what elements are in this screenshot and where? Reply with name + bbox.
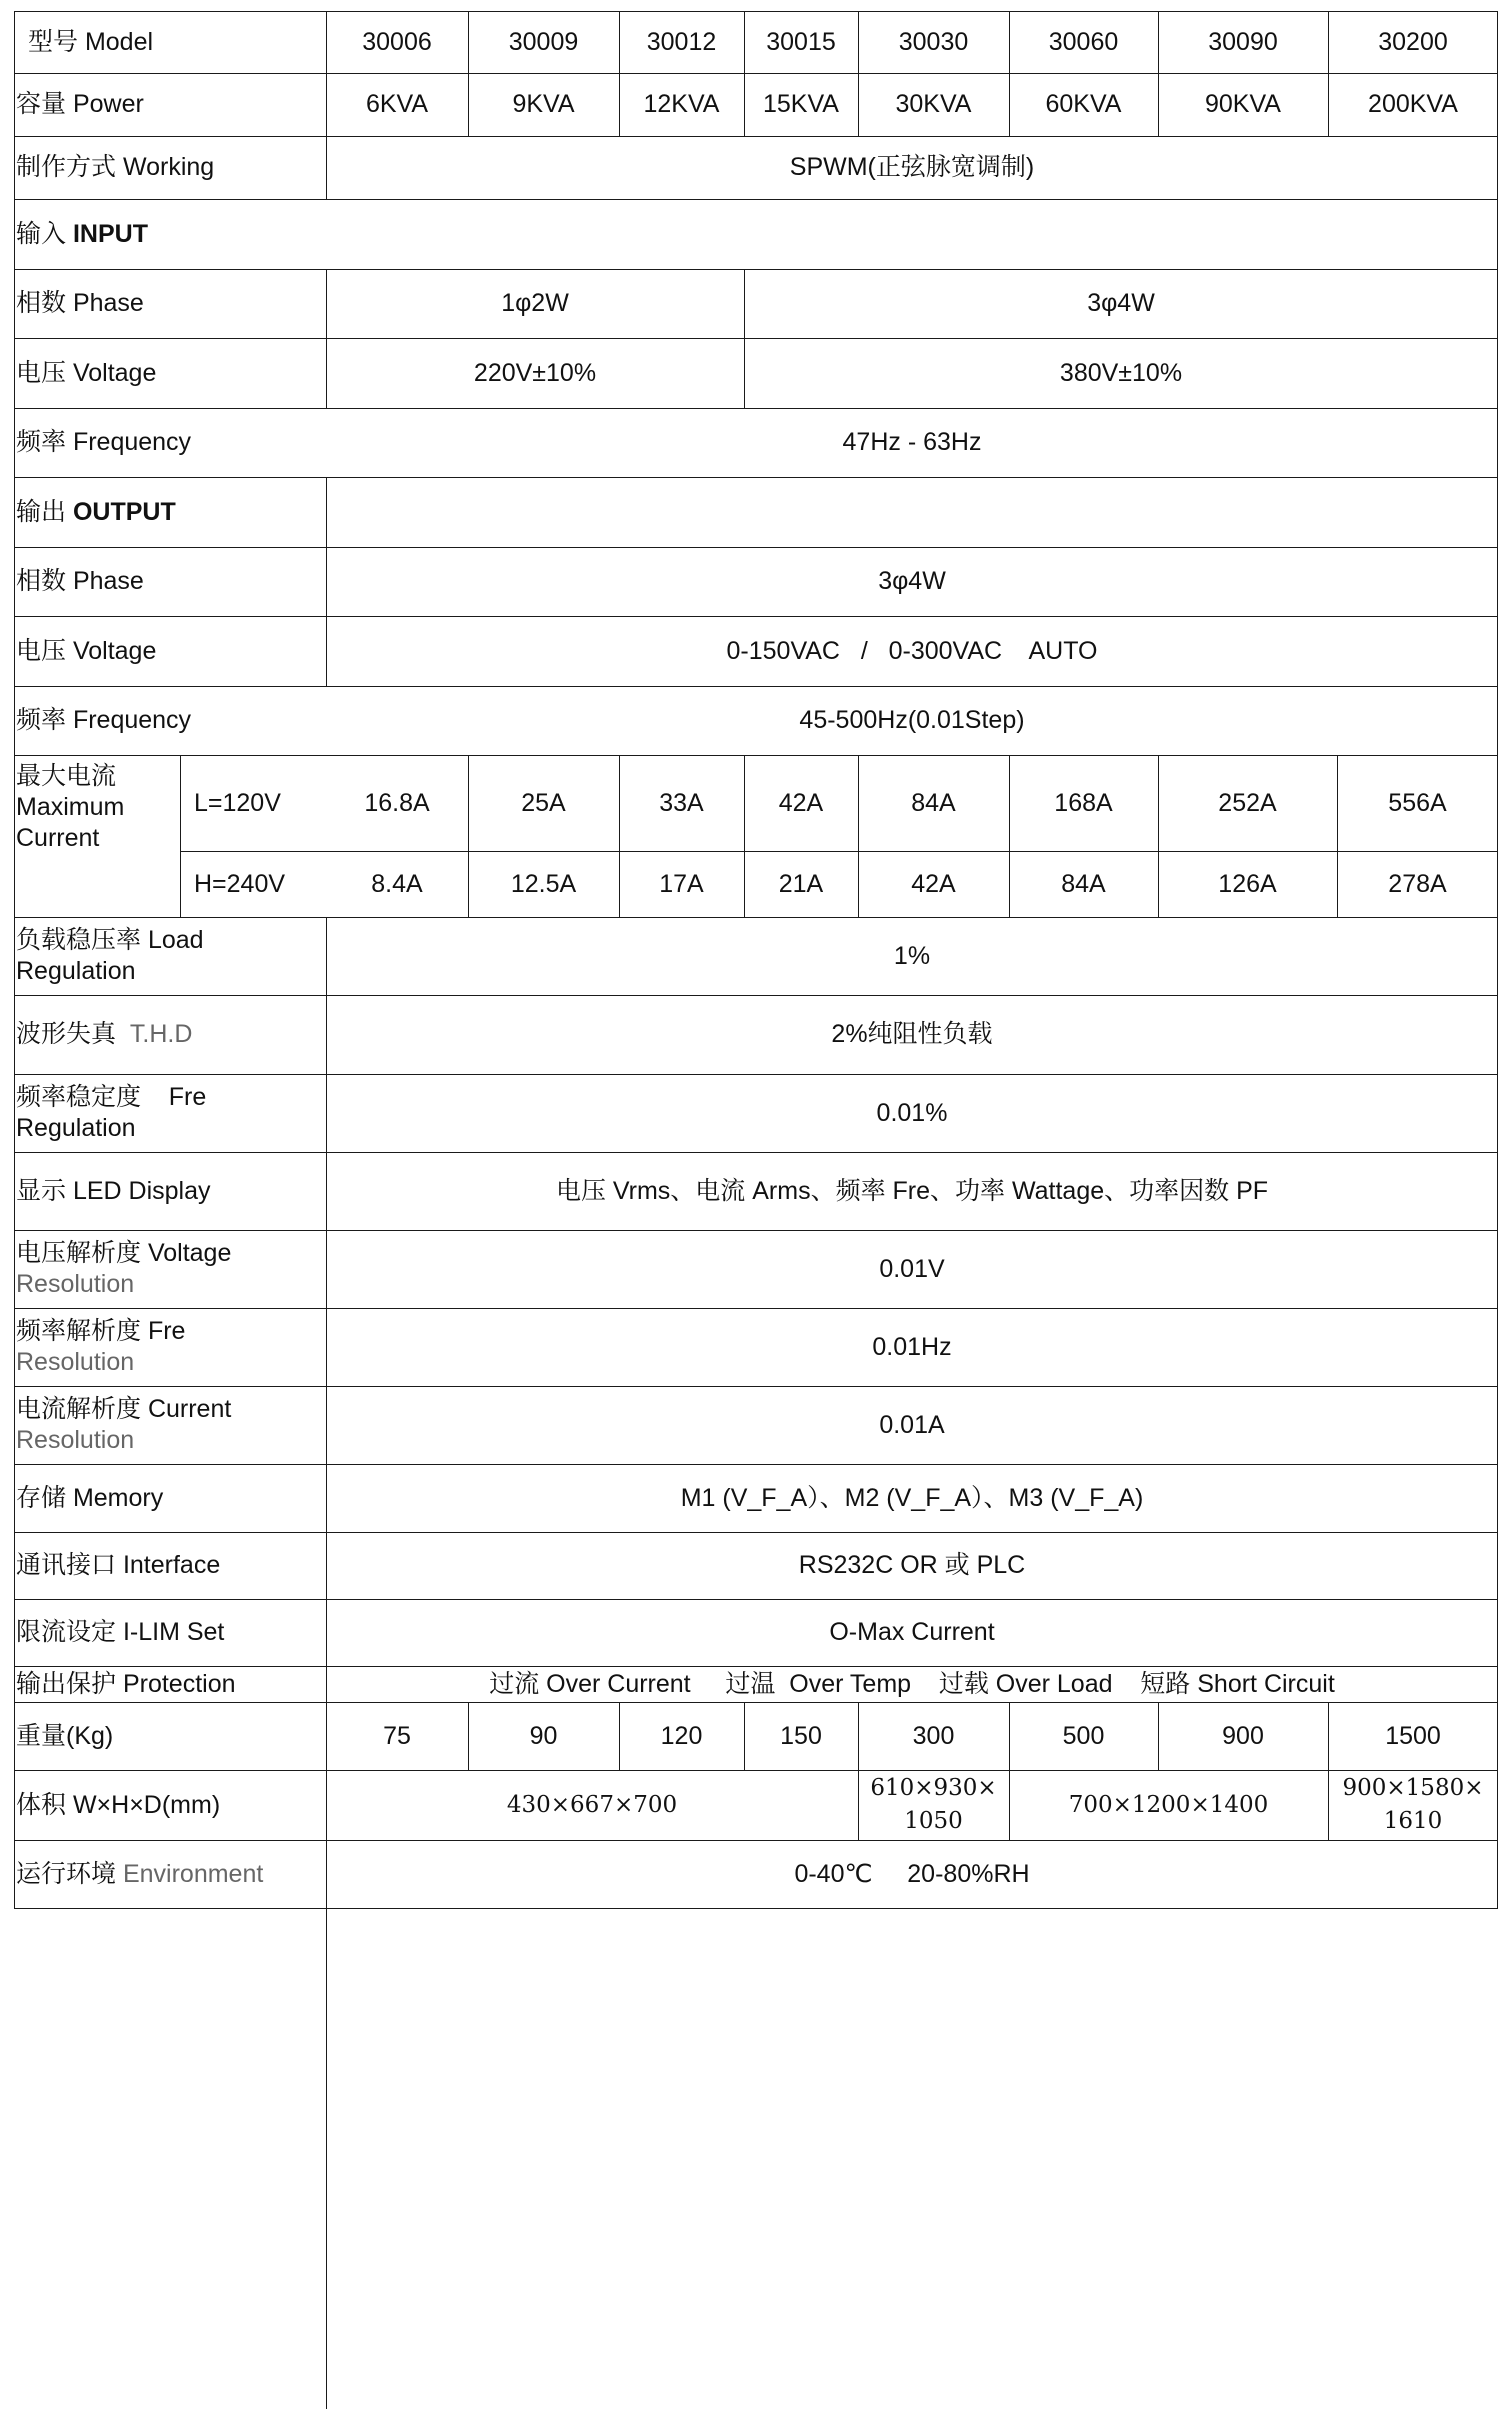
volume-label: 体积 W×H×D(mm): [16, 1790, 221, 1819]
model-cell: 30006: [362, 27, 432, 56]
high-voltage-label: H=240V: [194, 869, 286, 898]
memory-value: M1 (V_F_A）、M2 (V_F_A）、M3 (V_F_A): [680, 1483, 1144, 1512]
power-cell: 60KVA: [1045, 90, 1122, 118]
output-frequency-label: 频率 Frequency: [16, 706, 192, 734]
output-title-cn: 输出: [16, 497, 67, 526]
input-section-title: [14, 199, 616, 269]
fre-regulation-text: 频率稳定度 Fre Regulation: [16, 1083, 214, 1142]
voltage-resolution-value: 0.01V: [879, 1254, 945, 1283]
fre-resolution-label: [14, 1308, 328, 1386]
fre-resolution-value: 0.01Hz: [872, 1332, 952, 1361]
volume-size-d-line2: 1610: [1383, 1808, 1443, 1834]
model-cell: 30009: [508, 27, 579, 56]
thd-label-en: T.H.D: [129, 1020, 193, 1048]
protection-value: 过流 Over Current 过温 Over Temp 过载 Over Load 短路 Short Circuit: [489, 1669, 1335, 1698]
interface-value: RS232C OR 或 PLC: [798, 1551, 1026, 1579]
fre-resolution-main: 频率解析度 Fre: [16, 1317, 186, 1345]
high-current-cell: 8.4A: [371, 869, 423, 898]
working-value: SPWM(正弦脉宽调制): [789, 153, 1035, 181]
load-regulation-label: [14, 917, 328, 995]
model-cell: 30060: [1048, 27, 1119, 56]
low-current-cell: 33A: [659, 788, 704, 817]
power-label: 容量 Power: [16, 90, 144, 118]
power-cell: 30KVA: [895, 90, 972, 118]
output-voltage-label: 电压 Voltage: [16, 636, 157, 665]
power-cell: 12KVA: [643, 90, 720, 118]
volume-size-a: 430×667×700: [506, 1791, 678, 1818]
weight-label: 重量(Kg): [16, 1721, 114, 1750]
low-current-cell: 168A: [1054, 788, 1113, 817]
weight-cell: 120: [660, 1721, 703, 1750]
voltage-resolution-main: 电压解析度 Voltage: [16, 1239, 232, 1267]
high-current-cell: 21A: [778, 869, 824, 898]
output-phase-value: 3φ4W: [878, 567, 946, 595]
fre-resolution-sub: Resolution: [16, 1348, 135, 1376]
low-current-cell: 16.8A: [364, 788, 430, 817]
max-current-label: [14, 755, 166, 861]
model-cell: 30200: [1378, 27, 1448, 56]
current-resolution-main: 电流解析度 Current: [16, 1395, 232, 1423]
high-current-cell: 42A: [911, 869, 956, 898]
fre-regulation-label: [14, 1074, 328, 1152]
thd-value: 2%纯阻性负载: [831, 1020, 993, 1048]
output-phase-label: 相数 Phase: [16, 567, 144, 595]
low-current-cell: 556A: [1388, 788, 1447, 817]
input-frequency-label: 频率 Frequency: [16, 428, 192, 456]
volume-size-d: [1328, 1770, 1498, 1840]
output-section-title: [14, 477, 616, 547]
environment-label: [14, 1840, 328, 1908]
thd-label: [14, 995, 328, 1074]
load-regulation-text: 负载稳压率 Load Regulation: [16, 926, 204, 985]
weight-cell: 150: [780, 1721, 822, 1750]
high-current-cell: 84A: [1061, 869, 1106, 898]
output-frequency-value: 45-500Hz(0.01Step): [799, 706, 1025, 734]
weight-cell: 900: [1222, 1721, 1264, 1750]
fre-resolution-labels: [16, 1316, 185, 1378]
ilim-value: O-Max Current: [829, 1618, 995, 1646]
spec-table: [14, 11, 1498, 1909]
volume-size-b-line2: 1050: [904, 1808, 963, 1834]
fre-regulation-value: 0.01%: [876, 1098, 948, 1127]
input-phase-single: 1φ2W: [501, 289, 569, 317]
input-voltage-three: 380V±10%: [1059, 358, 1183, 387]
environment-label-en: Environment: [122, 1859, 264, 1888]
power-cell: 15KVA: [763, 90, 839, 118]
output-title-en: OUTPUT: [72, 497, 176, 526]
input-frequency-value: 47Hz - 63Hz: [842, 428, 982, 456]
low-current-cell: 84A: [911, 788, 956, 817]
high-current-cell: 278A: [1388, 869, 1447, 898]
environment-label-cn: 运行环境: [16, 1859, 117, 1888]
model-cell: 30015: [766, 27, 836, 56]
model-label: 型号 Model: [28, 27, 154, 56]
low-current-cell: 252A: [1218, 788, 1277, 817]
model-cell: 30012: [646, 27, 717, 56]
rule: [14, 1908, 1498, 1909]
volume-size-d-line1: 900×1580×: [1342, 1775, 1484, 1801]
current-resolution-value: 0.01A: [879, 1410, 945, 1439]
voltage-resolution-sub: Resolution: [16, 1270, 135, 1298]
current-resolution-sub: Resolution: [16, 1426, 135, 1454]
current-resolution-label: [14, 1386, 328, 1464]
volume-size-b-line1: 610×930×: [870, 1775, 997, 1801]
power-cell: 200KVA: [1368, 90, 1458, 118]
weight-cell: 90: [529, 1721, 558, 1750]
high-current-cell: 12.5A: [510, 869, 577, 898]
weight-cell: 1500: [1385, 1721, 1441, 1750]
input-title-en: INPUT: [72, 219, 148, 248]
max-current-text: 最大电流 Maximum Current: [16, 762, 125, 852]
environment-value: 0-40℃ 20-80%RH: [794, 1859, 1030, 1888]
input-phase-three: 3φ4W: [1087, 289, 1155, 317]
output-voltage-value: 0-150VAC / 0-300VAC AUTO: [726, 636, 1098, 665]
voltage-resolution-label: [14, 1230, 328, 1308]
model-cell: 30090: [1208, 27, 1278, 56]
weight-cell: 500: [1062, 1721, 1105, 1750]
rule: [180, 755, 181, 917]
weight-cell: 300: [912, 1721, 955, 1750]
display-label: 显示 LED Display: [16, 1176, 211, 1205]
low-current-cell: 42A: [778, 788, 824, 817]
input-voltage-single: 220V±10%: [473, 358, 597, 387]
input-title-cn: 输入: [16, 219, 67, 248]
input-phase-label: 相数 Phase: [16, 289, 144, 317]
ilim-label: 限流设定 I-LIM Set: [16, 1618, 225, 1646]
thd-label-cn: 波形失真: [16, 1020, 117, 1048]
working-label: 制作方式 Working: [16, 153, 215, 181]
power-cell: 90KVA: [1205, 90, 1281, 118]
volume-size-b: [858, 1770, 1009, 1840]
volume-size-c: 700×1200×1400: [1068, 1791, 1269, 1818]
interface-label: 通讯接口 Interface: [16, 1551, 221, 1579]
input-voltage-label: 电压 Voltage: [16, 358, 157, 387]
display-value: 电压 Vrms、电流 Arms、频率 Fre、功率 Wattage、功率因数 PF: [555, 1176, 1269, 1205]
current-resolution-labels: [16, 1394, 231, 1456]
protection-label: 输出保护 Protection: [16, 1669, 236, 1698]
model-cell: 30030: [898, 27, 969, 56]
load-regulation-value: 1%: [893, 941, 931, 970]
power-cell: 9KVA: [512, 90, 575, 118]
weight-cell: 75: [383, 1721, 411, 1750]
high-current-cell: 17A: [659, 869, 704, 898]
low-current-cell: 25A: [521, 788, 566, 817]
low-voltage-label: L=120V: [194, 788, 281, 817]
power-cell: 6KVA: [365, 90, 429, 118]
voltage-resolution-labels: [16, 1238, 231, 1300]
high-current-cell: 126A: [1218, 869, 1277, 898]
memory-label: 存储 Memory: [16, 1483, 164, 1512]
